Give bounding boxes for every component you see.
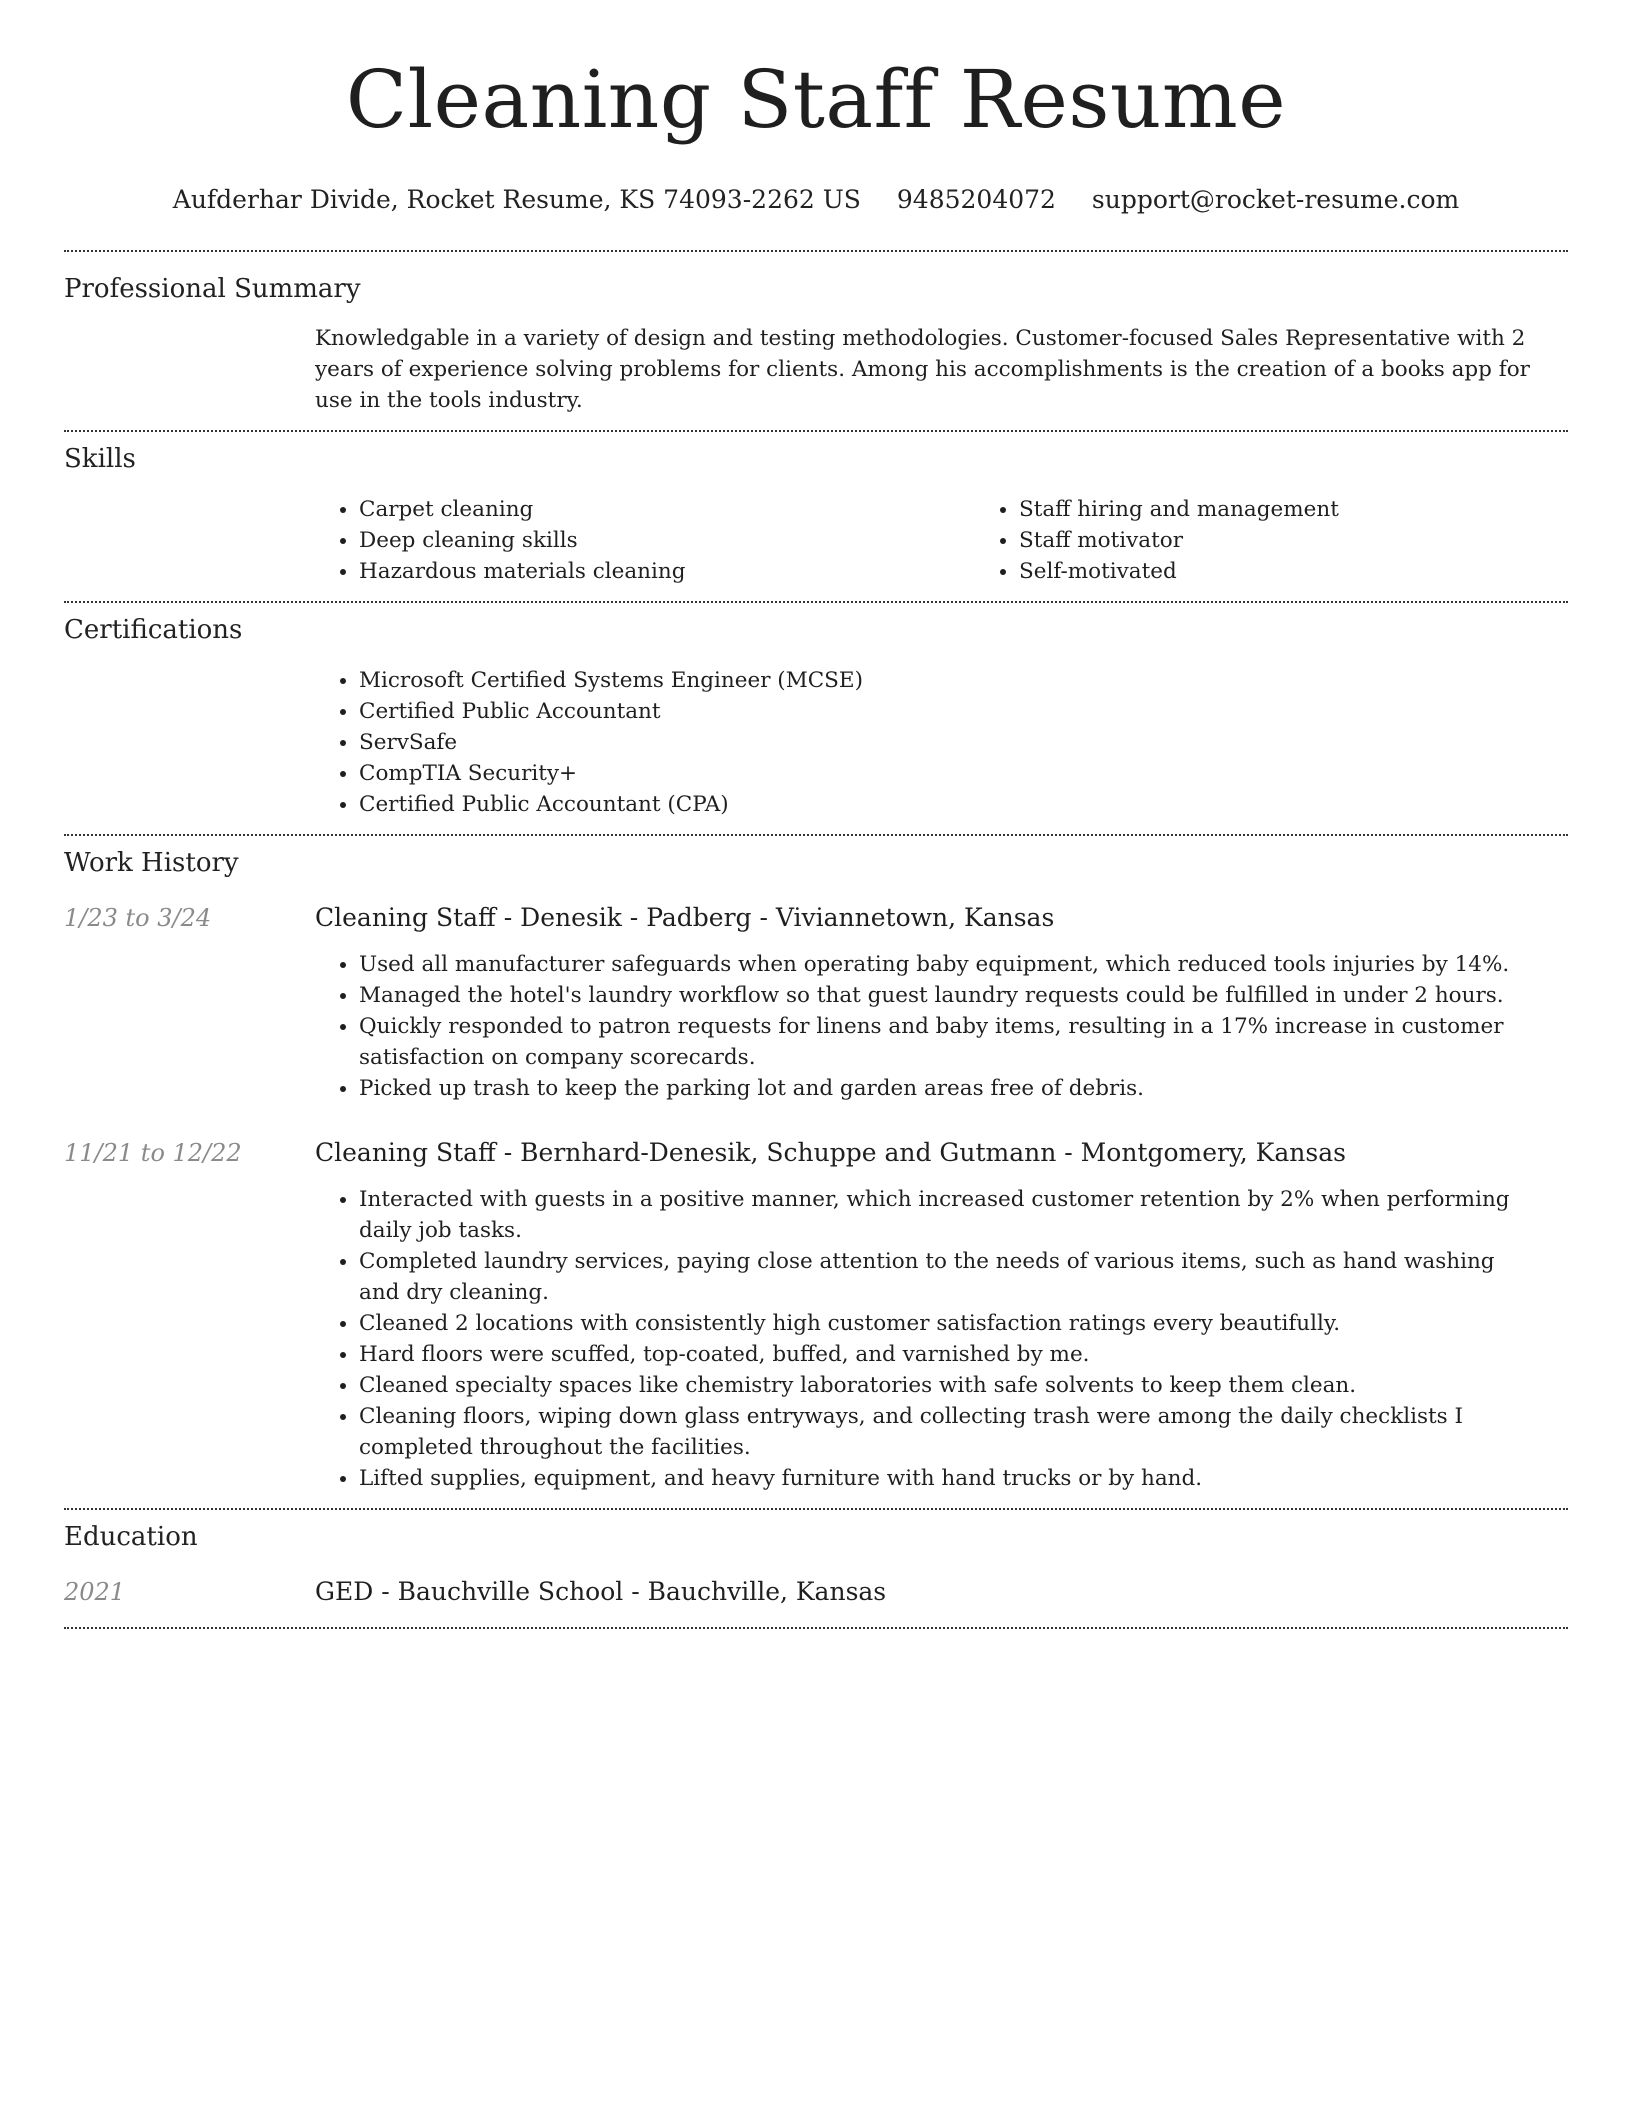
job-bullet: • Hard floors were scuffed, top-coated, buffed, and varnished by me. (359, 1339, 1540, 1370)
job-dates: 11/21 to 12/22 (64, 1139, 242, 1167)
contact-email: support@rocket-resume.com (1091, 185, 1460, 214)
section-heading-summary: Professional Summary (64, 274, 361, 304)
skill-item: • Staff hiring and management (1019, 494, 1632, 525)
job-bullets (315, 949, 1540, 1104)
education-section (64, 1510, 1568, 1627)
certification-item: • Microsoft Certified Systems Engineer (MCSE) (359, 665, 1540, 696)
contact-phone: 9485204072 (896, 185, 1056, 214)
skill-item: • Deep cleaning skills (359, 525, 975, 556)
job-bullet: • Interacted with guests in a positive manner, which increased customer retention by 2% when performing daily job tasks. (359, 1184, 1540, 1246)
section-heading-education: Education (64, 1522, 198, 1552)
contact-address: Aufderhar Divide, Rocket Resume, KS 74093-2262 US (172, 185, 861, 214)
job-bullet: • Cleaned specialty spaces like chemistry laboratories with safe solvents to keep them clean. (359, 1370, 1540, 1401)
certification-item: • ServSafe (359, 727, 1540, 758)
skill-item: • Carpet cleaning (359, 494, 975, 525)
summary-section (64, 252, 1568, 430)
skills-list-col1 (315, 494, 975, 587)
certification-item: • CompTIA Security+ (359, 758, 1540, 789)
summary-left-gutter (64, 323, 315, 416)
skills-left-gutter (64, 494, 315, 587)
job-bullet: • Completed laundry services, paying close attention to the needs of various items, such as hand washing and dry cleaning. (359, 1246, 1540, 1308)
job-bullet: • Lifted supplies, equipment, and heavy furniture with hand trucks or by hand. (359, 1463, 1540, 1494)
job-title: Cleaning Staff - Denesik - Padberg - Viviannetown, Kansas (315, 903, 1055, 932)
education-degree: GED - Bauchville School - Bauchville, Kansas (315, 1577, 887, 1606)
job-bullet: • Cleaned 2 locations with consistently high customer satisfaction ratings every beautifully. (359, 1308, 1540, 1339)
work-history-section (64, 836, 1568, 1508)
job-bullet: • Used all manufacturer safeguards when operating baby equipment, which reduced tools injuries by 14%. (359, 949, 1540, 980)
section-heading-work-history: Work History (64, 848, 239, 878)
job-bullets (315, 1184, 1540, 1494)
skill-item: • Hazardous materials cleaning (359, 556, 975, 587)
section-heading-certifications: Certifications (64, 615, 243, 645)
certifications-list (315, 665, 1540, 820)
skill-item: • Self-motivated (1019, 556, 1632, 587)
job-bullet: • Managed the hotel's laundry workflow so that guest laundry requests could be fulfilled in under 2 hours. (359, 980, 1540, 1011)
page-title: Cleaning Staff Resume (345, 53, 1287, 146)
skills-list-col2 (975, 494, 1632, 587)
job-title: Cleaning Staff - Bernhard-Denesik, Schuppe and Gutmann - Montgomery, Kansas (315, 1138, 1346, 1167)
education-entry (64, 1575, 1568, 1609)
job-entry (64, 1136, 1568, 1494)
job-dates: 1/23 to 3/24 (64, 904, 212, 932)
contact-line (64, 184, 1568, 216)
job-bullet: • Picked up trash to keep the parking lot and garden areas free of debris. (359, 1073, 1540, 1104)
section-heading-skills: Skills (64, 444, 136, 474)
certifications-section (64, 603, 1568, 834)
certification-item: • Certified Public Accountant (CPA) (359, 789, 1540, 820)
education-year: 2021 (64, 1578, 126, 1606)
divider (64, 1627, 1568, 1629)
job-bullet: • Cleaning floors, wiping down glass entryways, and collecting trash were among the daily checklists I completed throughout the facilities. (359, 1401, 1540, 1463)
certification-item: • Certified Public Accountant (359, 696, 1540, 727)
job-entry (64, 901, 1568, 1104)
job-bullet: • Quickly responded to patron requests for linens and baby items, resulting in a 17% increase in customer satisfaction on company scorecards. (359, 1011, 1540, 1073)
skills-section (64, 432, 1568, 601)
summary-text: Knowledgable in a variety of design and testing methodologies. Customer-focused Sales Representative with 2 years of experience solving problems for clients. Among his accomplishments is the creation of a books app for use in the tools industry. (315, 326, 1530, 413)
skill-item: • Staff motivator (1019, 525, 1632, 556)
certifications-left-gutter (64, 665, 315, 820)
